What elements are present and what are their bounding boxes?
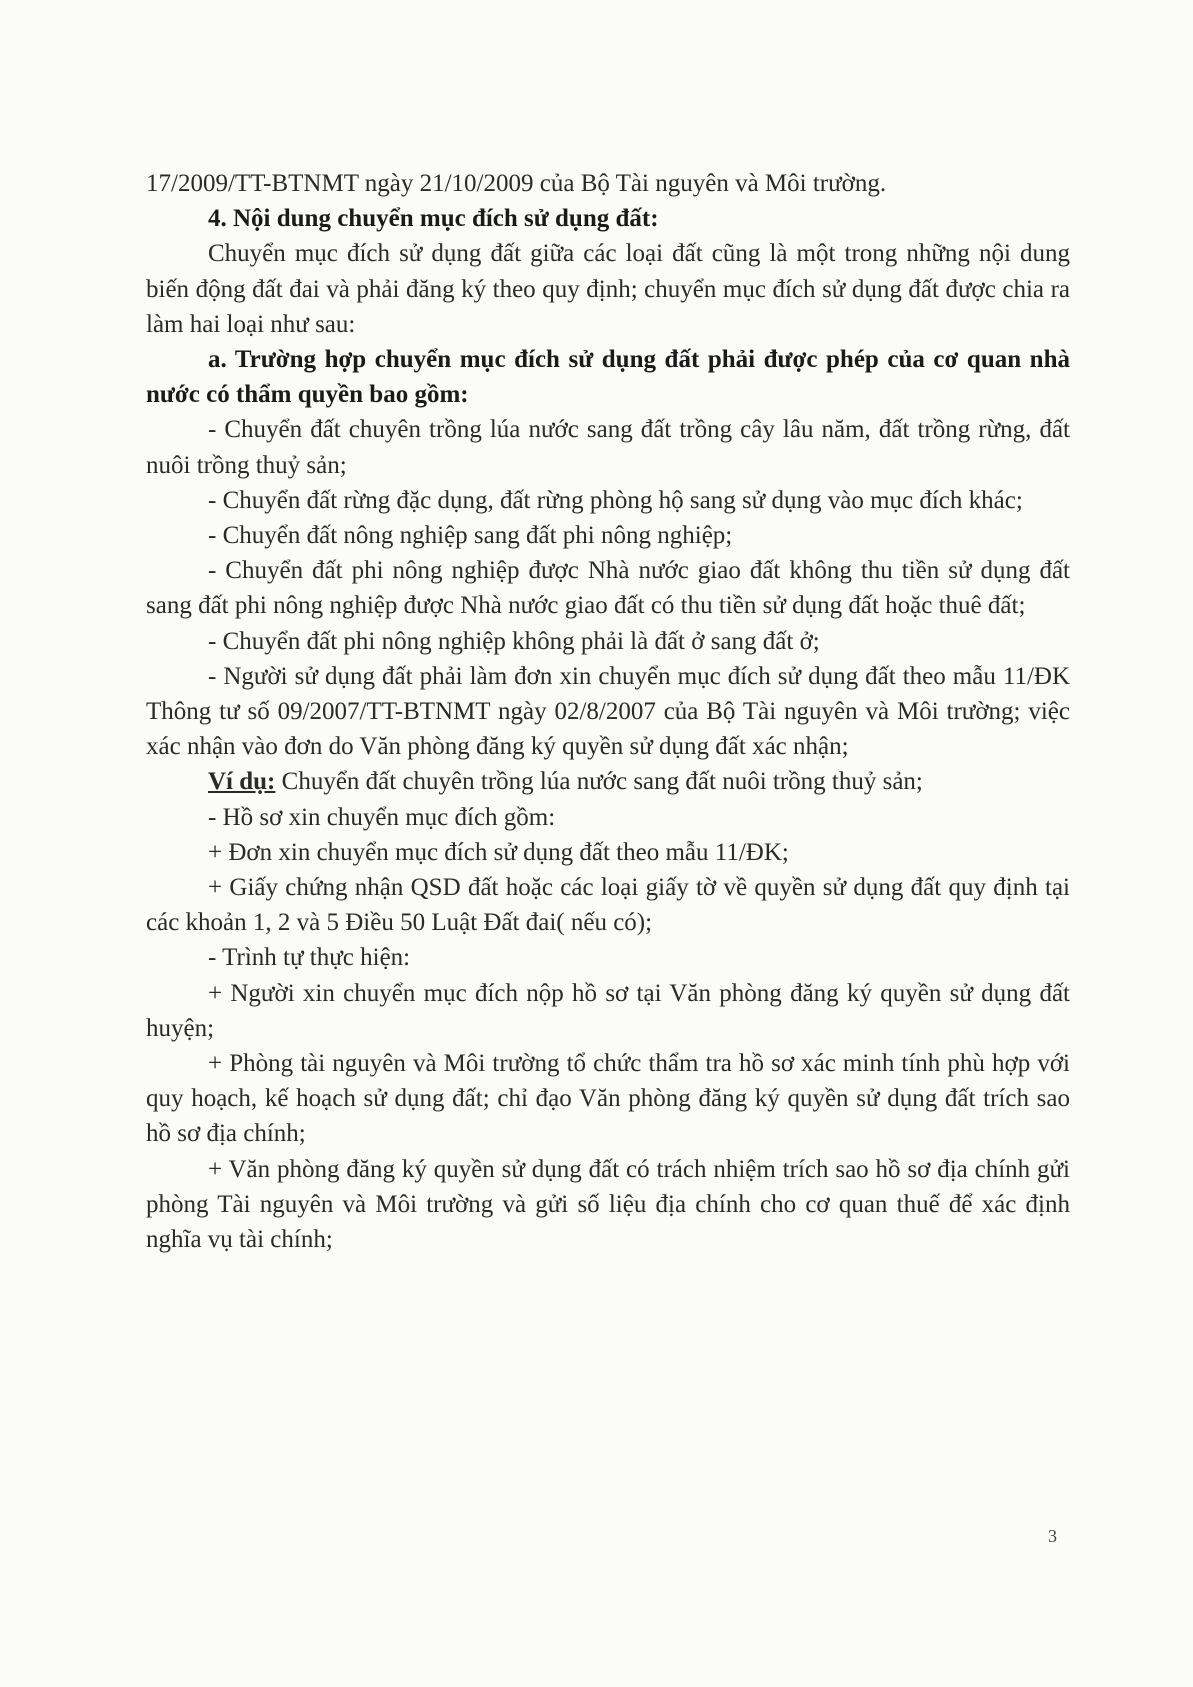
- page-number: 3: [1048, 1526, 1057, 1546]
- document-body: [146, 166, 1070, 1257]
- section-heading: a. Trường hợp chuyển mục đích sử dụng đất phải được phép của cơ quan nhà nước có thẩm quyền bao gồm:: [146, 346, 1070, 409]
- paragraph: - Trình tự thực hiện:: [208, 944, 411, 972]
- paragraph: - Chuyển đất chuyên trồng lúa nước sang đất trồng cây lâu năm, đất trồng rừng, đất nuôi trồng thuỷ sản;: [146, 416, 1070, 479]
- paragraph: Chuyển mục đích sử dụng đất giữa các loại đất cũng là một trong những nội dung biến động đất đai và phải đăng ký theo quy định; chuyển mục đích sử dụng đất được chia ra làm hai loại như sau:: [146, 240, 1070, 338]
- example-label: Ví dụ:: [208, 768, 276, 796]
- paragraph: - Chuyển đất rừng đặc dụng, đất rừng phòng hộ sang sử dụng vào mục đích khác;: [208, 486, 1023, 514]
- paragraph-group-before: [146, 166, 1070, 764]
- paragraph: + Văn phòng đăng ký quyền sử dụng đất có trách nhiệm trích sao hồ sơ địa chính gửi phòng Tài nguyên và Môi trường và gửi số liệu địa chính cho cơ quan thuế để xác định nghĩa vụ tài chính;: [146, 1155, 1070, 1254]
- paragraph: - Chuyển đất nông nghiệp sang đất phi nông nghiệp;: [208, 522, 733, 550]
- paragraph: - Hồ sơ xin chuyển mục đích gồm:: [208, 803, 556, 831]
- paragraph: + Đơn xin chuyển mục đích sử dụng đất theo mẫu 11/ĐK;: [208, 838, 789, 866]
- paragraph: + Phòng tài nguyên và Môi trường tổ chức thẩm tra hồ sơ xác minh tính phù hợp với quy hoạch, kế hoạch sử dụng đất; chỉ đạo Văn phòng đăng ký quyền sử dụng đất trích sao hồ sơ địa chính;: [146, 1050, 1070, 1148]
- paragraph: - Chuyển đất phi nông nghiệp không phải là đất ở sang đất ở;: [208, 627, 820, 655]
- paragraph: + Người xin chuyển mục đích nộp hồ sơ tại Văn phòng đăng ký quyền sử dụng đất huyện;: [146, 979, 1070, 1042]
- section-heading: 4. Nội dung chuyển mục đích sử dụng đất:: [208, 205, 659, 233]
- paragraph: 17/2009/TT-BTNMT ngày 21/10/2009 của Bộ Tài nguyên và Môi trường.: [146, 170, 887, 197]
- example-text: Chuyển đất chuyên trồng lúa nước sang đất nuôi trồng thuỷ sản;: [275, 768, 923, 796]
- paragraph: - Người sử dụng đất phải làm đơn xin chuyển mục đích sử dụng đất theo mẫu 11/ĐK Thông tư số 09/2007/TT-BTNMT ngày 02/8/2007 của Bộ Tài nguyên và Môi trường; việc xác nhận vào đơn do Văn phòng đăng ký quyền sử dụng đất xác nhận;: [146, 662, 1070, 761]
- paragraph-group-after: [146, 800, 1070, 1258]
- example-paragraph: [146, 764, 1070, 799]
- paragraph: - Chuyển đất phi nông nghiệp được Nhà nước giao đất không thu tiền sử dụng đất sang đất phi nông nghiệp được Nhà nước giao đất có thu tiền sử dụng đất hoặc thuê đất;: [146, 557, 1070, 620]
- paragraph: + Giấy chứng nhận QSD đất hoặc các loại giấy tờ về quyền sử dụng đất quy định tại các khoản 1, 2 và 5 Điều 50 Luật Đất đai( nếu có);: [146, 874, 1070, 937]
